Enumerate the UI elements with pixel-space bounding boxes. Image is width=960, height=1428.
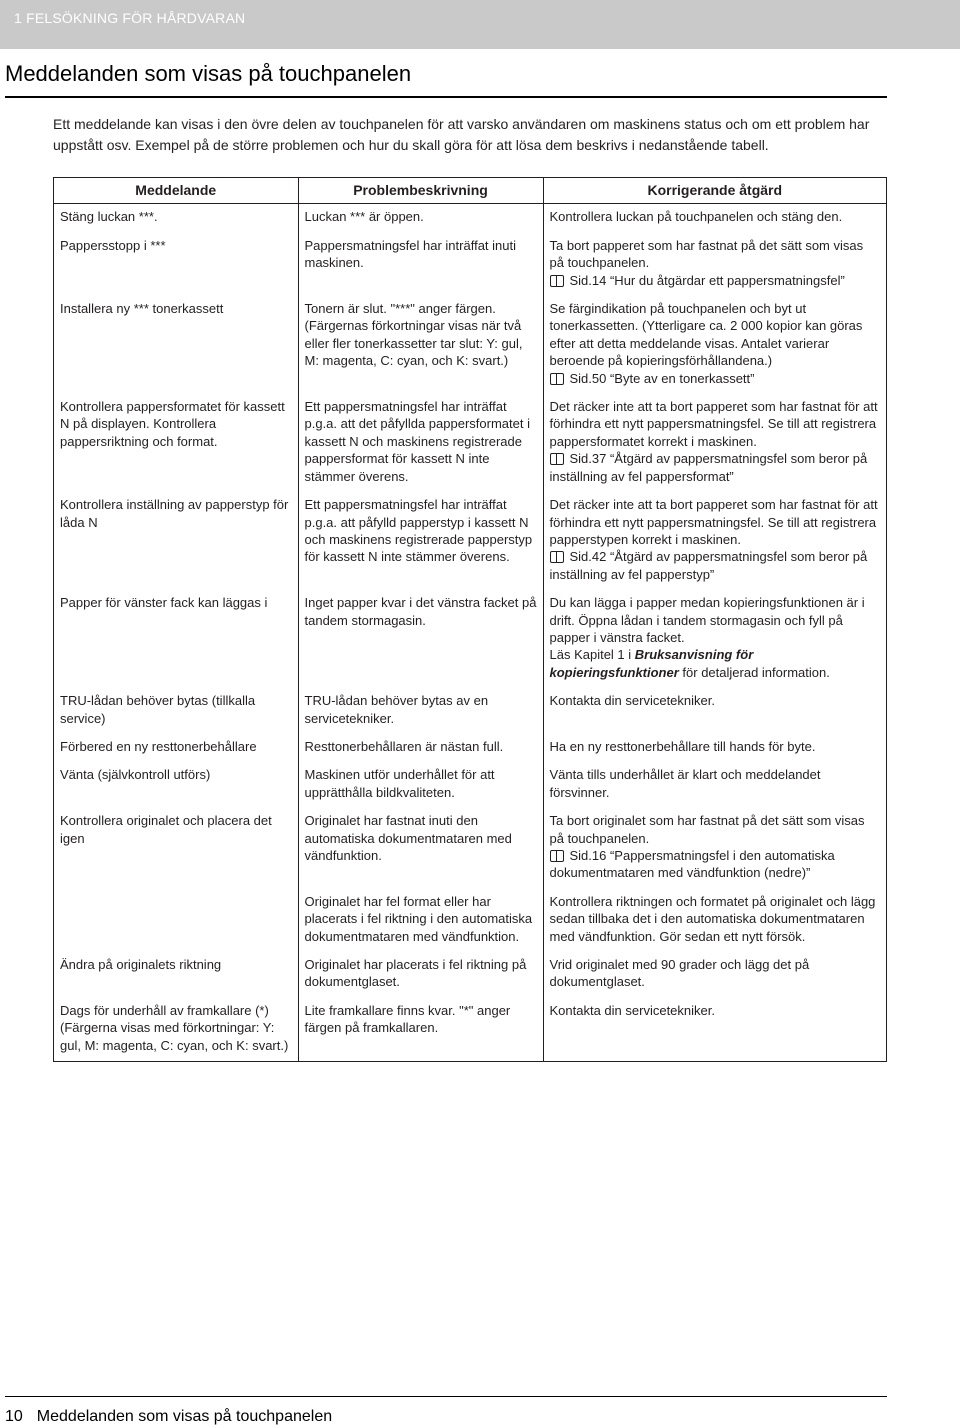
problem-cell: Luckan *** är öppen. bbox=[298, 204, 543, 233]
table-row bbox=[54, 394, 886, 492]
table-row bbox=[54, 233, 886, 296]
problem-cell: Resttonerbehållaren är nästan full. bbox=[298, 734, 543, 762]
table-row bbox=[54, 688, 886, 734]
table-row bbox=[54, 492, 886, 590]
table-row bbox=[54, 204, 886, 233]
action-cell: Vänta tills underhållet är klart och meddelandet försvinner. bbox=[549, 767, 821, 800]
message-table bbox=[53, 177, 887, 1062]
section-header-bar bbox=[0, 0, 960, 49]
column-header-message: Meddelande bbox=[54, 178, 298, 204]
problem-cell: Originalet har fastnat inuti den automatiska dokumentmataren med vändfunktion. bbox=[298, 808, 543, 889]
action-cell bbox=[543, 296, 886, 394]
problem-cell: Originalet har placerats i fel riktning på dokumentglaset. bbox=[298, 952, 543, 998]
table-row bbox=[54, 590, 886, 688]
message-cell: Förbered en ny resttonerbehållare bbox=[54, 734, 298, 762]
table-row bbox=[54, 762, 886, 808]
book-icon bbox=[550, 275, 564, 286]
message-cell: Stäng luckan ***. bbox=[54, 204, 298, 233]
manual-reference bbox=[550, 646, 881, 681]
action-text: Det räcker inte att ta bort papperet som har fastnat för att förhindra ett nytt pappersmatningsfel. Se till att registrera papperstypen korrekt i maskinen. bbox=[549, 497, 878, 547]
problem-cell: Ett pappersmatningsfel har inträffat p.g.a. att det påfyllda pappersformatet i kassett N och maskinens registrerade pappersformat för kassett N inte stämmer överens. bbox=[298, 394, 543, 492]
page-reference-link[interactable] bbox=[550, 847, 881, 882]
book-icon bbox=[550, 850, 564, 861]
page-reference-text: Sid.16 “Pappersmatningsfel i den automatiska dokumentmataren med vändfunktion (nedre)” bbox=[549, 848, 835, 881]
book-icon bbox=[550, 551, 564, 562]
title-divider bbox=[5, 96, 887, 98]
page-title: Meddelanden som visas på touchpanelen bbox=[5, 61, 412, 86]
page-reference-text: Sid.14 “Hur du åtgärdar ett pappersmatningsfel” bbox=[569, 272, 845, 288]
table-row bbox=[54, 998, 886, 1061]
problem-cell: Ett pappersmatningsfel har inträffat p.g.a. att påfylld papperstyp i kassett N och maskinens registrerade papperstyp för kassett N inte stämmer överens. bbox=[298, 492, 543, 590]
page-reference-text: Sid.42 “Åtgärd av pappersmatningsfel som beror på inställning av fel papperstyp” bbox=[549, 549, 868, 582]
table-row bbox=[54, 296, 886, 394]
manual-title: Bruksanvisning för kopieringsfunktioner bbox=[549, 647, 754, 680]
section-header-label: 1 FELSÖKNING FÖR HÅRDVARAN bbox=[14, 10, 246, 26]
manual-reference-post: för detaljerad information. bbox=[682, 664, 830, 680]
page-reference-text: Sid.50 “Byte av en tonerkassett” bbox=[569, 370, 755, 386]
action-cell: Ha en ny resttonerbehållare till hands för byte. bbox=[549, 738, 816, 754]
page-reference-link[interactable] bbox=[550, 450, 881, 485]
action-text: Det räcker inte att ta bort papperet som har fastnat för att förhindra ett nytt pappersmatningsfel. Se till att registrera pappersformatet korrekt i maskinen. bbox=[549, 399, 878, 449]
table-row bbox=[54, 889, 886, 952]
page-number: 10 bbox=[5, 1408, 23, 1425]
action-text: Du kan lägga i papper medan kopieringsfunktionen är i drift. Öppna lådan i tandem stormagasin och fyll på papper i vänstra facket. bbox=[549, 595, 865, 645]
column-header-problem: Problembeskrivning bbox=[298, 178, 543, 204]
message-cell: Kontrollera inställning av papperstyp för låda N bbox=[54, 492, 298, 590]
message-cell bbox=[54, 889, 298, 952]
problem-cell: TRU-lådan behöver bytas av en servicetekniker. bbox=[298, 688, 543, 734]
table-row bbox=[54, 808, 886, 889]
message-cell: Kontrollera pappersformatet för kassett N på displayen. Kontrollera pappersriktning och format. bbox=[54, 394, 298, 492]
problem-cell: Inget papper kvar i det vänstra facket på tandem stormagasin. bbox=[298, 590, 543, 688]
message-cell: Pappersstopp i *** bbox=[54, 233, 298, 296]
message-cell: Installera ny *** tonerkassett bbox=[54, 296, 298, 394]
problem-cell: Maskinen utför underhållet för att upprätthålla bildkvaliteten. bbox=[298, 762, 543, 808]
message-cell: Dags för underhåll av framkallare (*) (Färgerna visas med förkortningar: Y: gul, M: magenta, C: cyan, och K: svart.) bbox=[54, 998, 298, 1061]
page-reference-text: Sid.37 “Åtgärd av pappersmatningsfel som beror på inställning av fel pappersformat” bbox=[549, 451, 868, 484]
book-icon bbox=[550, 453, 564, 464]
problem-cell: Lite framkallare finns kvar. "*" anger färgen på framkallaren. bbox=[298, 998, 543, 1061]
table-header-row bbox=[54, 178, 886, 204]
message-cell: TRU-lådan behöver bytas (tillkalla service) bbox=[54, 688, 298, 734]
action-cell: Kontakta din servicetekniker. bbox=[549, 1002, 715, 1018]
action-cell bbox=[543, 394, 886, 492]
message-cell: Kontrollera originalet och placera det igen bbox=[54, 808, 298, 889]
action-cell bbox=[543, 808, 886, 889]
action-cell bbox=[543, 492, 886, 590]
column-header-action: Korrigerande åtgärd bbox=[543, 178, 886, 204]
page-footer bbox=[5, 1408, 332, 1426]
manual-reference-pre: Läs Kapitel 1 i bbox=[549, 647, 632, 663]
table-row bbox=[54, 952, 886, 998]
footer-title: Meddelanden som visas på touchpanelen bbox=[36, 1408, 333, 1425]
book-icon bbox=[550, 373, 564, 384]
action-text: Ta bort originalet som har fastnat på det sätt som visas på touchpanelen. bbox=[549, 813, 865, 846]
problem-cell: Pappersmatningsfel har inträffat inuti maskinen. bbox=[298, 233, 543, 296]
page-reference-link[interactable] bbox=[550, 272, 881, 289]
message-cell: Papper för vänster fack kan läggas i bbox=[54, 590, 298, 688]
action-text: Ta bort papperet som har fastnat på det sätt som visas på touchpanelen. bbox=[549, 237, 864, 271]
action-cell: Kontrollera luckan på touchpanelen och stäng den. bbox=[549, 209, 843, 225]
page-reference-link[interactable] bbox=[550, 370, 881, 387]
message-cell: Vänta (självkontroll utförs) bbox=[54, 762, 298, 808]
action-cell bbox=[543, 233, 886, 296]
action-cell: Kontakta din servicetekniker. bbox=[549, 693, 715, 709]
action-text: Se färgindikation på touchpanelen och byt ut tonerkassetten. (Ytterligare ca. 2 000 kopior kan göras efter att detta meddelande visas. Antalet varierar beroende på kopieringsförhållandena.) bbox=[549, 301, 863, 369]
footer-divider bbox=[5, 1396, 887, 1397]
action-cell bbox=[543, 590, 886, 688]
problem-cell: Tonern är slut. "***" anger färgen. (Färgernas förkortningar visas när två eller fler tonerkassetter tar slut: Y: gul, M: magenta, C: cyan, och K: svart.) bbox=[298, 296, 543, 394]
message-cell: Ändra på originalets riktning bbox=[54, 952, 298, 998]
intro-paragraph: Ett meddelande kan visas i den övre delen av touchpanelen för att varsko användaren om maskinens status och om ett problem har uppstått osv. Exempel på de större problemen och hur du skall göra för att lösa dem beskrivs i nedanstående tabell. bbox=[53, 116, 870, 153]
action-cell: Vrid originalet med 90 grader och lägg det på dokumentglaset. bbox=[549, 957, 810, 990]
problem-cell: Originalet har fel format eller har placerats i fel riktning i den automatiska dokumentmataren med vändfunktion. bbox=[298, 889, 543, 952]
action-cell: Kontrollera riktningen och formatet på originalet och lägg sedan tillbaka det i den automatiska dokumentmataren med vändfunktion. Gör sedan ett nytt försök. bbox=[549, 893, 876, 944]
table-row bbox=[54, 734, 886, 762]
page-reference-link[interactable] bbox=[550, 548, 881, 583]
